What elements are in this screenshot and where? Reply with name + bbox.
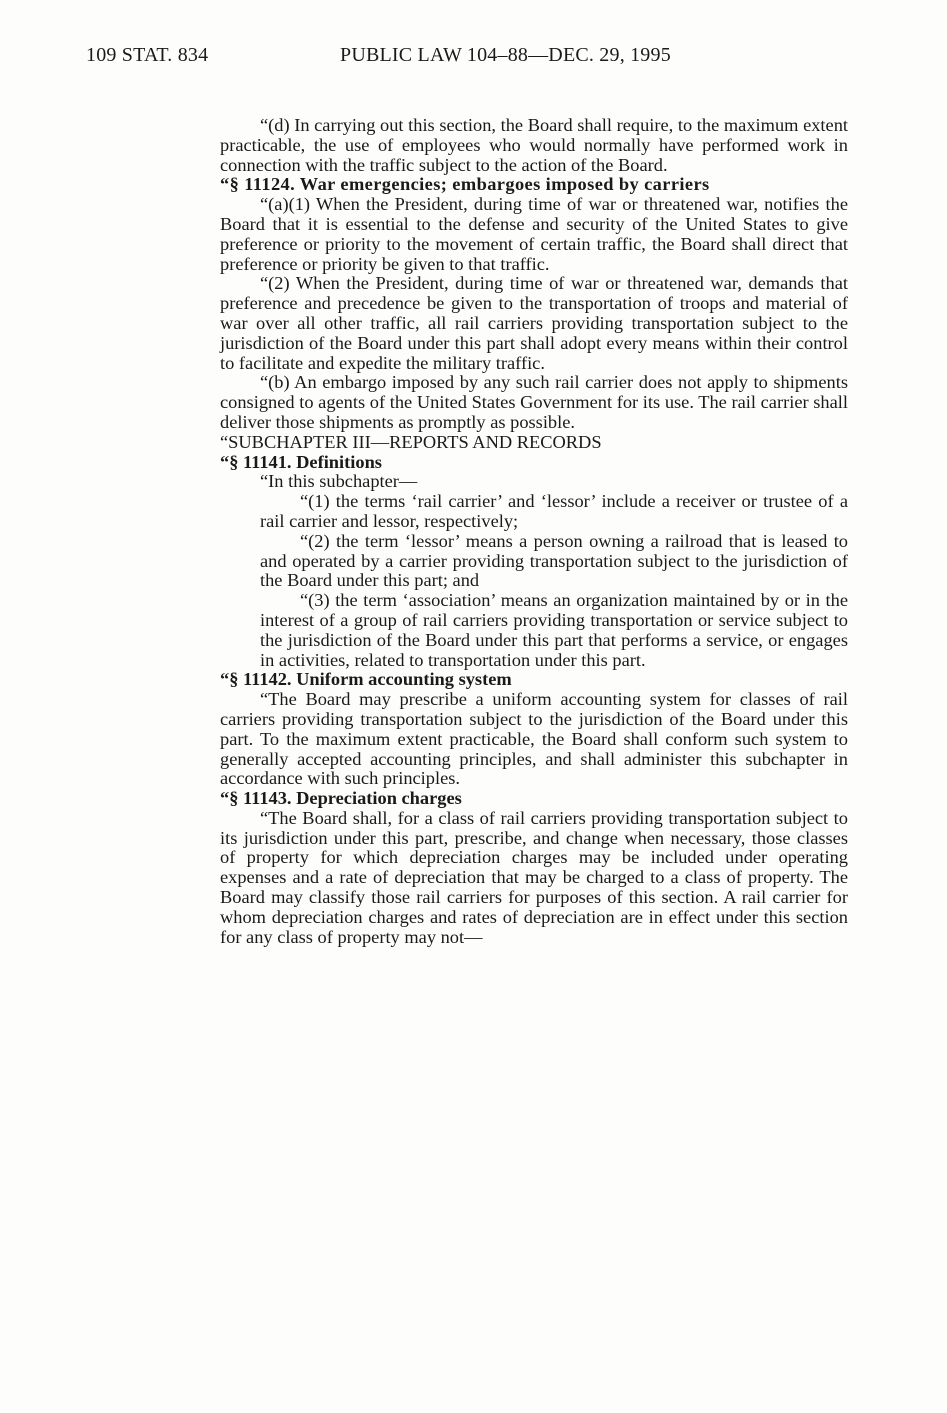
section-11141-intro: “In this subchapter—: [260, 471, 418, 492]
public-law-citation: PUBLIC LAW 104–88—DEC. 29, 1995: [340, 44, 671, 66]
section-11124-paragraph-b: “(b) An embargo imposed by any such rail carrier does not apply to shipments consigned to agents of the United States Government for its use. The rail carrier shall deliver those shipments as promptly as possible.: [220, 372, 848, 432]
definitions-list: [220, 492, 848, 670]
section-11124-heading: “§ 11124. War emergencies; embargoes imposed by carriers: [220, 174, 710, 195]
definition-1: “(1) the terms ‘rail carrier’ and ‘lessor’ include a receiver or trustee of a rail carrier and lessor, respectively;: [260, 491, 848, 531]
section-11143-text: “The Board shall, for a class of rail carriers providing transportation subject to its jurisdiction under this part, prescribe, and change when necessary, those classes of property for which depreciation charges may be included under operating expenses and a rate of depreciation that may be charged to a class of property. The Board may classify those rail carriers for purposes of this section. A rail carrier for whom depreciation charges and rates of depreciation are in effect under this section for any class of property may not—: [220, 807, 848, 947]
section-11142-text: “The Board may prescribe a uniform accounting system for classes of rail carriers providing transportation subject to the jurisdiction of the Board under this part. To the maximum extent practicable, the Board shall conform such system to generally accepted accounting principles, and shall administer this subchapter in accordance with such principles.: [220, 689, 848, 789]
section-11124-paragraph-a2: “(2) When the President, during time of war or threatened war, demands that preference and precedence be given to the transportation of troops and material of war over all other traffic, all rail carriers providing transportation subject to the jurisdiction of the Board under this part shall adopt every means within their control to facilitate and expedite the military traffic.: [220, 273, 848, 373]
subchapter-title: “SUBCHAPTER III—REPORTS AND RECORDS: [220, 431, 602, 452]
paragraph-d: “(d) In carrying out this section, the Board shall require, to the maximum extent practicable, the use of employees who would normally have performed work in connection with the traffic subject to the action of the Board.: [220, 115, 848, 175]
definition-2: “(2) the term ‘lessor’ means a person owning a railroad that is leased to and operated by a carrier providing transportation subject to the jurisdiction of the Board under this part; and: [260, 530, 848, 591]
page-header: [86, 44, 846, 74]
section-11143-heading: “§ 11143. Depreciation charges: [220, 788, 462, 809]
section-11124-paragraph-a1: “(a)(1) When the President, during time of war or threatened war, notifies the Board that it is essential to the defense and security of the United States to give preference or priority to the movement of certain traffic, the Board shall direct that preference or priority be given to that traffic.: [220, 194, 848, 274]
section-11141-heading: “§ 11141. Definitions: [220, 451, 382, 472]
document-body: [220, 116, 848, 947]
section-11142-heading: “§ 11142. Uniform accounting system: [220, 669, 512, 690]
statute-page-number: 109 STAT. 834: [86, 44, 209, 66]
definition-3: “(3) the term ‘association’ means an organization maintained by or in the interest of a group of rail carriers providing transportation or service subject to the jurisdiction of the Board under this part that performs a service, or engages in activities, related to transportation under this part.: [260, 590, 848, 670]
